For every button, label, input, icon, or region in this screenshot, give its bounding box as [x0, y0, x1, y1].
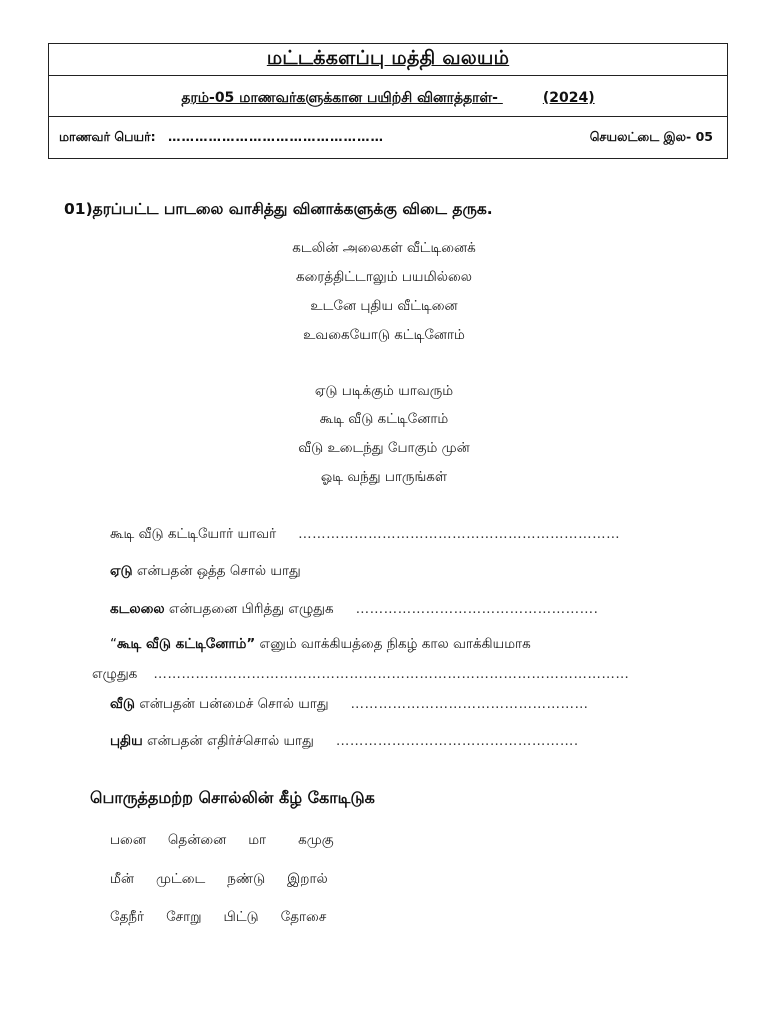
paper-subtitle	[181, 84, 594, 108]
answer-dots[interactable]: ……………………………………………………………	[298, 526, 621, 542]
question-text: என்பதன் எதிர்ச்சொல் யாது	[142, 733, 314, 749]
question-item-4	[110, 636, 531, 654]
poem-line: ஓடி வந்து பாருங்கள்	[320, 469, 448, 485]
poem-line: ஏடு படிக்கும் யாவரும்	[314, 383, 454, 399]
word-option[interactable]: பிட்டு	[223, 909, 259, 925]
poem-line: கூடி வீடு கட்டினோம்	[319, 411, 449, 427]
question-item-4-continuation	[92, 666, 629, 684]
question-keyword: கூடி வீடு கட்டினோம்”	[117, 636, 256, 652]
question-item-6	[110, 733, 579, 751]
word-option[interactable]: தென்னை	[167, 832, 227, 848]
word-option[interactable]: பனை	[110, 832, 146, 848]
answer-dots[interactable]: …………………………………………………………………………………………	[153, 666, 630, 682]
question-quote: “	[110, 636, 117, 652]
word-option[interactable]: மா	[248, 832, 267, 848]
word-option[interactable]: கமுகு	[298, 832, 334, 848]
answer-dots[interactable]: …………………………………………….	[335, 733, 579, 749]
poem-line: உவகையோடு கட்டினோம்	[303, 327, 465, 343]
section-2-heading: பொருத்தமற்ற சொல்லின் கீழ் கோடிடுக	[90, 788, 375, 807]
question-item-2	[110, 563, 301, 581]
poem-line: வீடு உடைந்து போகும் முன்	[298, 440, 470, 456]
student-name-label: மாணவர் பெயர்:	[59, 128, 156, 144]
word-option[interactable]: இறால்	[287, 871, 328, 887]
student-name-field[interactable]	[59, 129, 384, 146]
word-option[interactable]: மீன்	[110, 871, 134, 887]
question-text: என்பதன் பன்மைச் சொல் யாது	[134, 696, 329, 712]
poem-line: கரைத்திட்டாலும் பயமில்லை	[296, 269, 472, 285]
question-keyword: கடலலை	[110, 601, 165, 617]
question-keyword: வீடு	[110, 696, 135, 712]
activity-number: செயலட்டை இல- 05	[589, 128, 713, 144]
word-row	[110, 909, 326, 927]
word-option[interactable]: தோசை	[280, 909, 327, 925]
poem-line: கடலின் அலைகள் வீட்டினைக்	[292, 240, 476, 256]
question-text: எழுதுக	[92, 666, 138, 682]
header-box	[48, 43, 728, 159]
question-1-heading: 01)தரப்பட்ட பாடலை வாசித்து வினாக்களுக்கு விடை தருக.	[64, 200, 493, 218]
answer-dots[interactable]: ……………………………………………	[350, 696, 589, 712]
word-option[interactable]: சோறு	[166, 909, 202, 925]
header-title-row	[49, 44, 727, 76]
page-title: மட்டக்களப்பு மத்தி வலயம்	[266, 47, 510, 69]
paper-year: (2024)	[542, 89, 595, 106]
question-keyword: ஏடு	[110, 563, 133, 579]
question-text: என்பதனை பிரித்து எழுதுக	[164, 601, 334, 617]
word-option[interactable]: தேநீர்	[110, 909, 145, 925]
answer-dots[interactable]: …………………………………………….	[355, 601, 599, 617]
word-row	[110, 871, 328, 889]
question-item-1	[110, 526, 620, 544]
question-item-5	[110, 696, 589, 714]
header-subtitle-row	[49, 75, 727, 117]
question-text: என்பதன் ஒத்த சொல் யாது	[132, 563, 301, 579]
student-name-dots: …………………………………………	[167, 128, 384, 144]
word-row	[110, 832, 334, 850]
question-text: கூடி வீடு கட்டியோர் யாவர்	[110, 526, 277, 542]
question-keyword: புதிய	[110, 733, 143, 749]
subtitle-text: தரம்-05 மாணவர்களுக்கான பயிற்சி வினாத்தாள்-	[181, 89, 498, 106]
word-option[interactable]: நண்டு	[227, 871, 266, 887]
question-item-3	[110, 601, 598, 619]
word-option[interactable]: முட்டை	[156, 871, 206, 887]
poem-line: உடனே புதிய வீட்டினை	[310, 298, 458, 314]
question-text: எனும் வாக்கியத்தை நிகழ் கால வாக்கியமாக	[255, 636, 531, 652]
header-info-row	[49, 116, 727, 158]
